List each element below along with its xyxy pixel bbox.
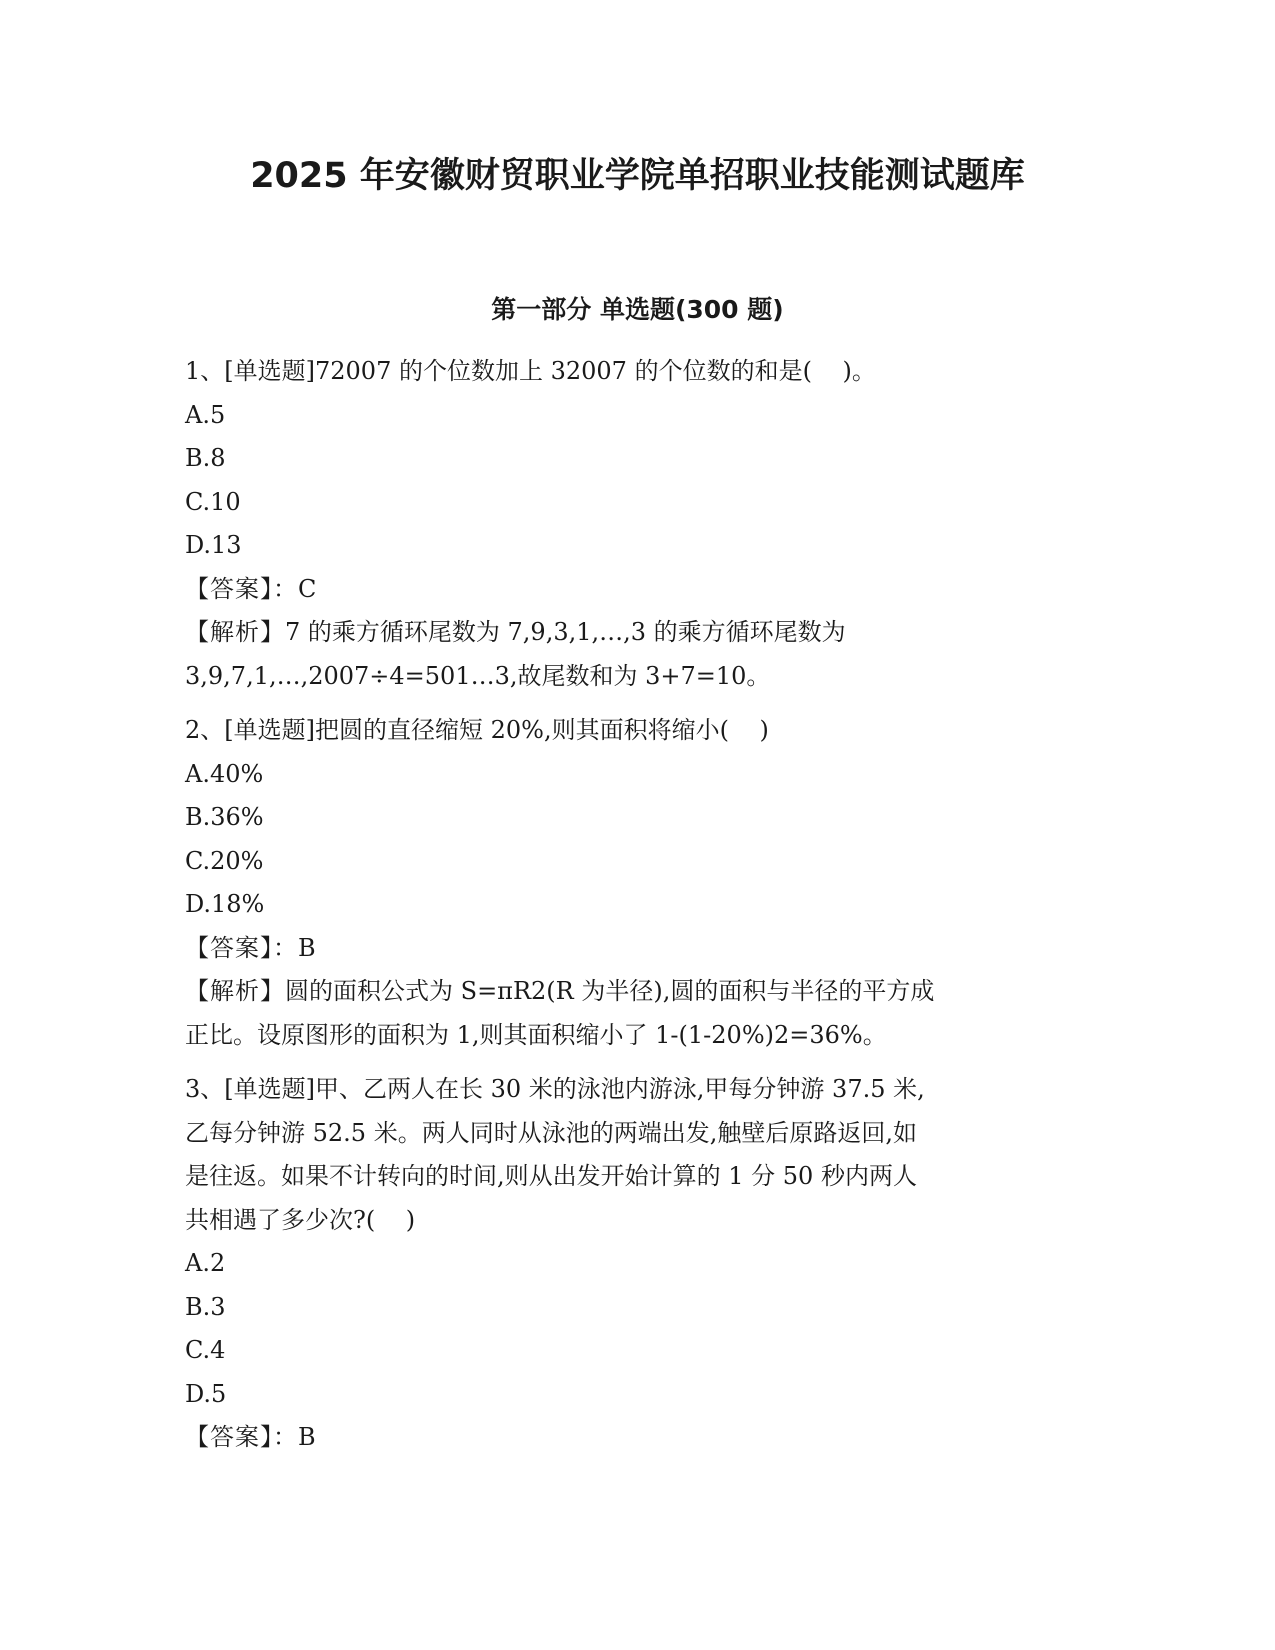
option-c: C.10 (185, 487, 241, 516)
analysis-text: 圆的面积公式为 S=πR2(R 为半径),圆的面积与半径的平方成 (285, 977, 935, 1005)
analysis-line-2: 正比。设原图形的面积为 1,则其面积缩小了 1-(1-20%)2=36%。 (185, 1020, 887, 1049)
option-d: D.18% (185, 890, 265, 918)
answer-label: 【答案】： (185, 933, 298, 962)
answer-line (185, 568, 1085, 612)
question-list (185, 350, 1085, 1471)
question-stem-line-3: 是往返。如果不计转向的时间,则从出发开始计算的 1 分 50 秒内两人 (185, 1162, 917, 1190)
question-stem: 1、[单选题]72007 的个位数加上 32007 的个位数的和是( )。 (185, 357, 876, 385)
question-stem: 2、[单选题]把圆的直径缩短 20%,则其面积将缩小( ) (185, 716, 769, 744)
option-d: D.13 (185, 531, 242, 559)
analysis-label: 【解析】 (185, 618, 285, 646)
question-2 (185, 709, 1085, 1057)
analysis-text: 7 的乘方循环尾数为 7,9,3,1,…,3 的乘方循环尾数为 (285, 618, 846, 646)
answer-line (185, 1416, 1085, 1460)
answer-value: C (298, 574, 317, 603)
analysis-label: 【解析】 (185, 977, 285, 1005)
answer-value: B (298, 933, 316, 962)
question-1 (185, 350, 1085, 698)
analysis-line-2: 3,9,7,1,…,2007÷4=501…3,故尾数和为 3+7=10。 (185, 661, 771, 690)
answer-value: B (298, 1423, 316, 1451)
option-a: A.5 (185, 400, 226, 429)
option-a: A.40% (185, 759, 264, 788)
answer-label: 【答案】： (185, 574, 298, 603)
option-a: A.2 (185, 1249, 226, 1277)
analysis-line-1 (185, 970, 1085, 1014)
question-stem-line-1: 3、[单选题]甲、乙两人在长 30 米的泳池内游泳,甲每分钟游 37.5 米, (185, 1075, 925, 1103)
document-title: 2025 年安徽财贸职业学院单招职业技能测试题库 (250, 156, 1025, 196)
question-stem-line-2: 乙每分钟游 52.5 米。两人同时从泳池的两端出发,触壁后原路返回,如 (185, 1118, 917, 1147)
option-b: B.36% (185, 803, 264, 831)
analysis-line-1 (185, 611, 1085, 655)
section-title: 第一部分 单选题(300 题) (491, 295, 784, 324)
question-3 (185, 1068, 1085, 1460)
answer-line (185, 927, 1085, 971)
option-c: C.4 (185, 1336, 226, 1364)
option-c: C.20% (185, 846, 264, 875)
option-b: B.8 (185, 444, 226, 472)
question-stem-line-4: 共相遇了多少次?( ) (185, 1205, 416, 1234)
answer-label: 【答案】： (185, 1423, 298, 1451)
option-b: B.3 (185, 1292, 226, 1321)
option-d: D.5 (185, 1379, 227, 1408)
